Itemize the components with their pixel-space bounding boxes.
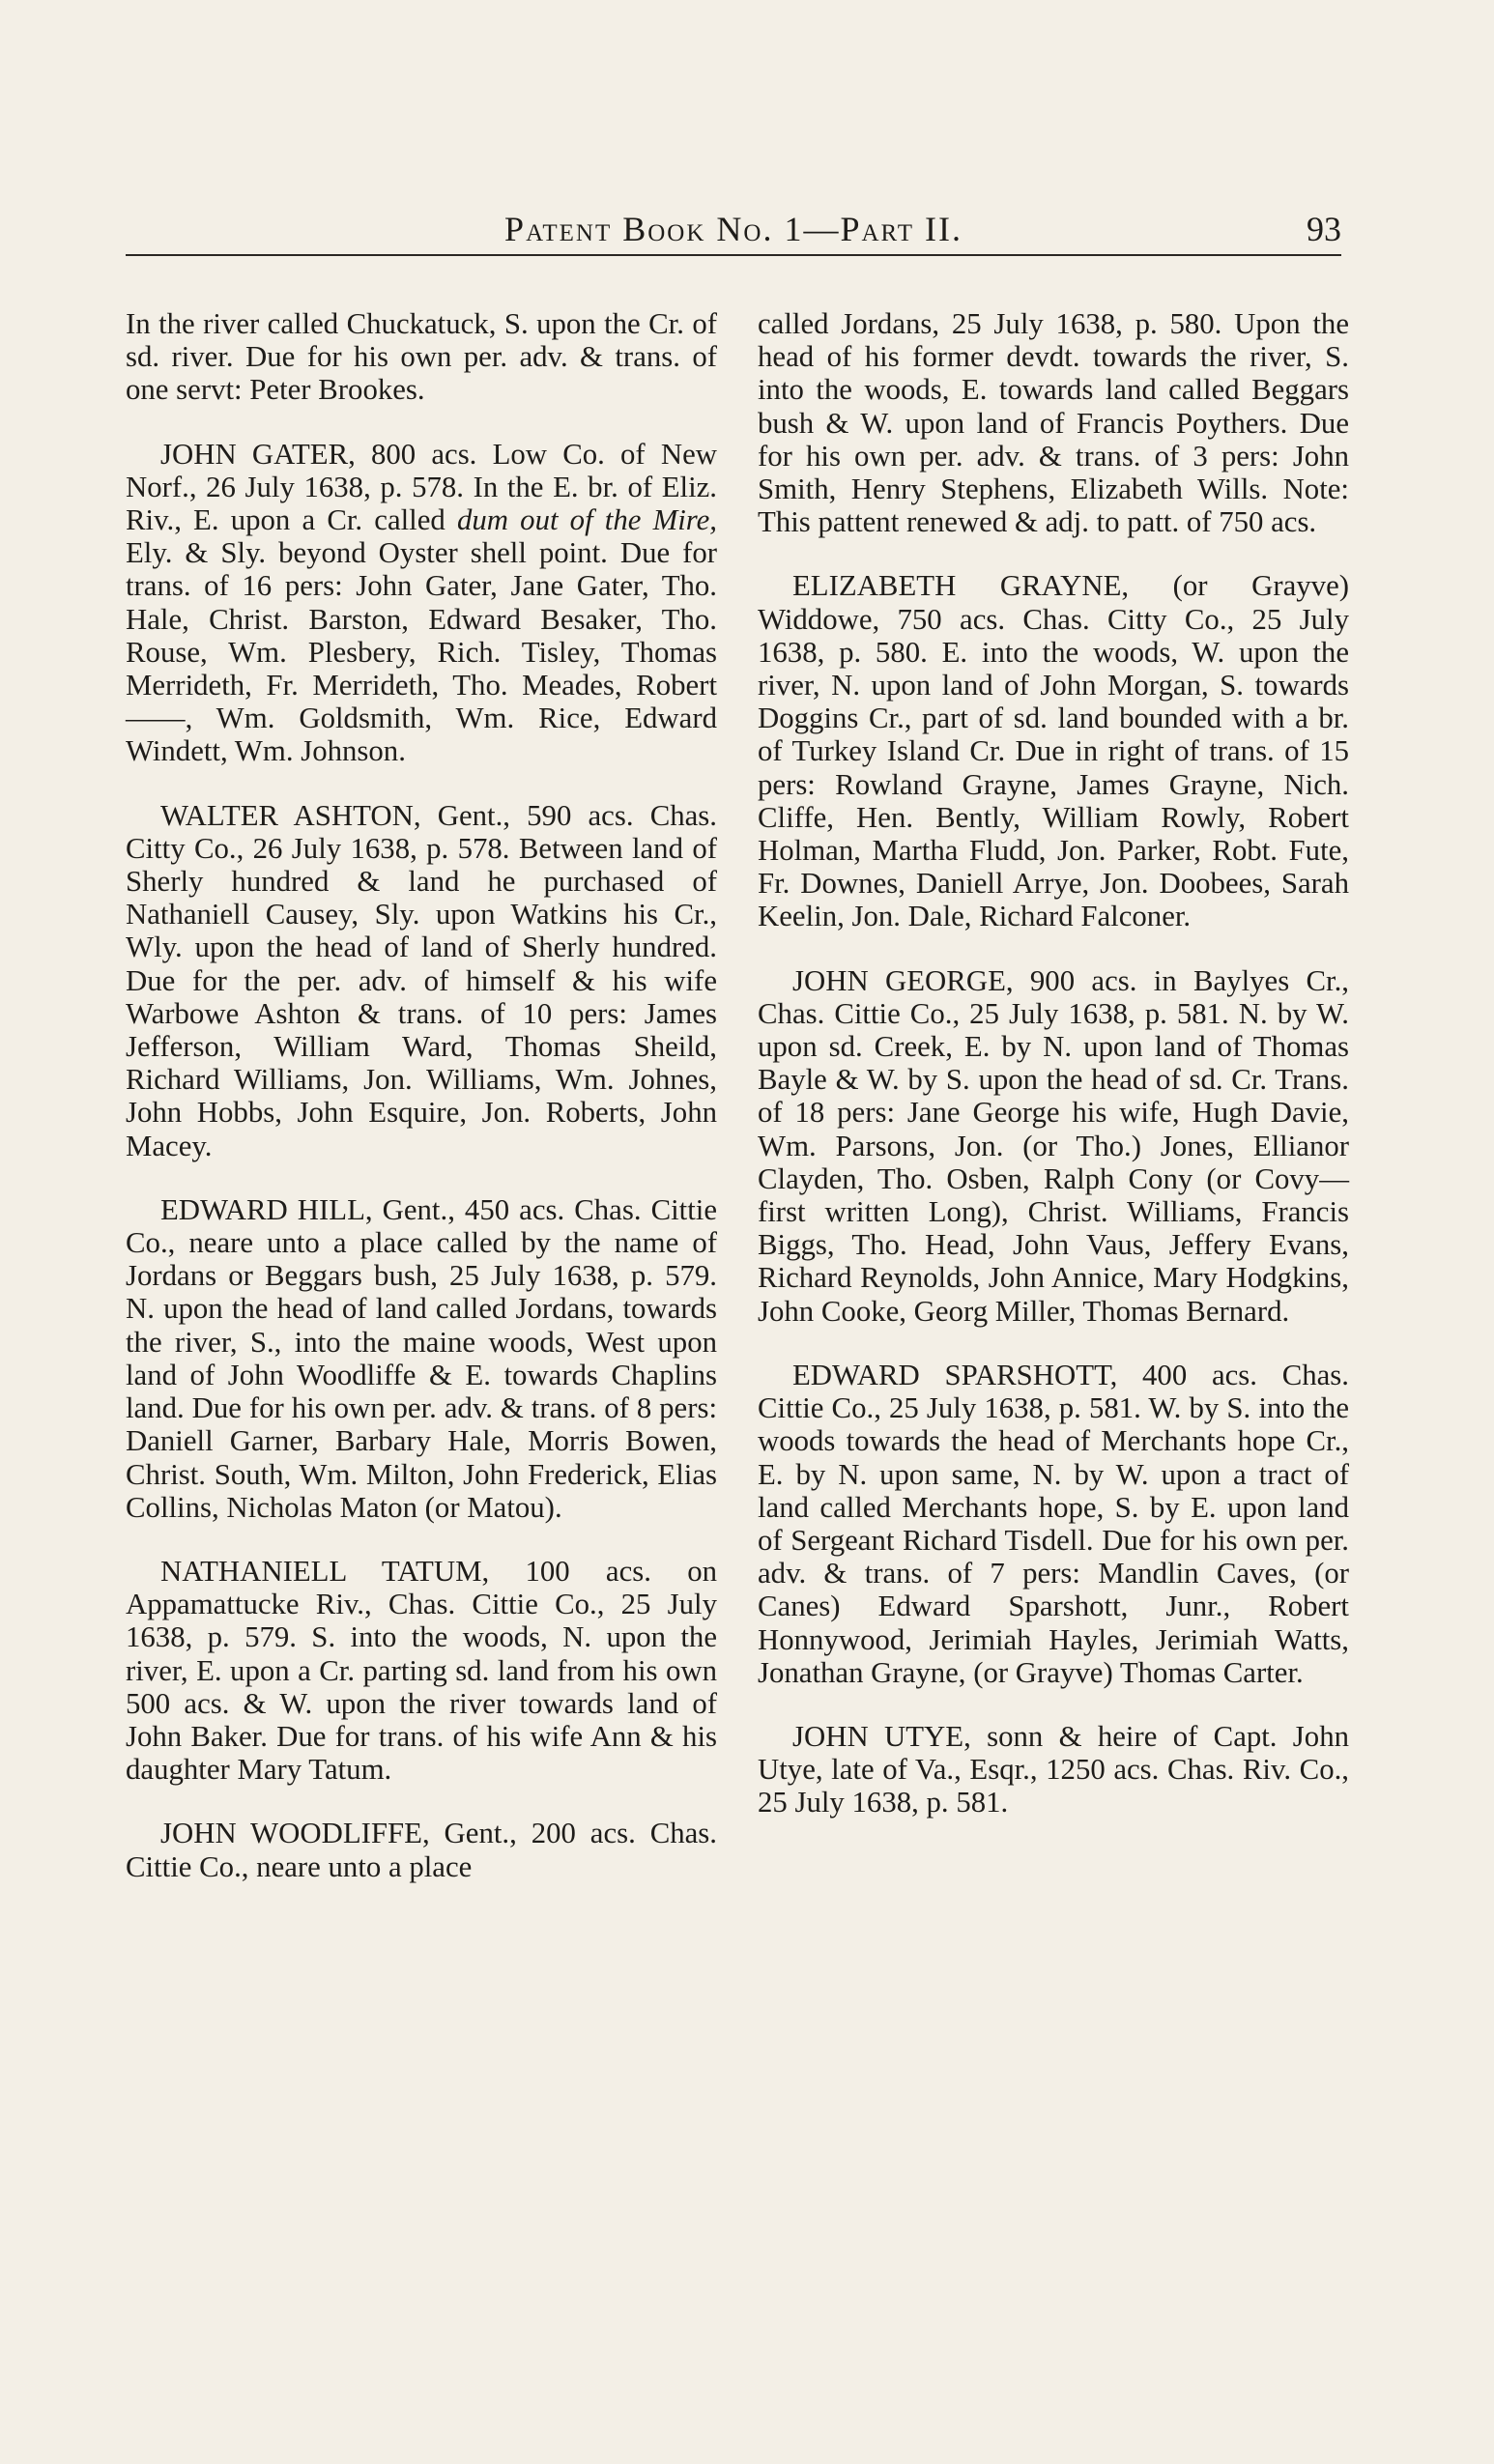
- right-column: [758, 307, 1349, 1850]
- patent-entry-edward-hill: EDWARD HILL, Gent., 450 acs. Chas. Cittie Co., neare unto a place called by the name of Jordans or Beggars bush, 25 July 1638, p. 579. N. upon the head of land called Jordans, towards the river, S., into the maine woods, West upon land of John Woodliffe & E. towards Chaplins land. Due for his own per. adv. & trans. of 8 pers: Daniell Garner, Barbary Hale, Morris Bowen, Christ. South, Wm. Milton, John Frederick, Elias Collins, Nicholas Maton (or Matou).: [126, 1192, 717, 1524]
- entry-text: Ely. & Sly. beyond Oyster shell point. Due for trans. of 16 pers: John Gater, Jane Gater, Tho. Hale, Christ. Barston, Edward Besaker, Tho. Rouse, Wm. Plesbery, Rich. Tisley, Thomas Merrideth, Fr. Merrideth, Tho. Meades, Robert ——, Wm. Goldsmith, Wm. Rice, Edward Windett, Wm. Johnson.: [126, 536, 717, 768]
- patent-entry-edward-sparshott: EDWARD SPARSHOTT, 400 acs. Chas. Cittie Co., 25 July 1638, p. 581. W. by S. into the woods towards the head of Merchants hope Cr., E. by N. upon same, N. by W. upon a tract of land called Merchants hope, S. by E. upon land of Sergeant Richard Tisdell. Due for his own per. adv. & trans. of 7 pers: Mandlin Caves, (or Canes) Edward Sparshott, Junr., Robert Honnywood, Jerimiah Hayles, Jerimiah Watts, Jonathan Grayne, (or Grayve) Thomas Carter.: [758, 1358, 1349, 1689]
- patent-entry-john-gater: [126, 438, 717, 768]
- patent-entry-nathaniell-tatum: NATHANIELL TATUM, 100 acs. on Appamattucke Riv., Chas. Cittie Co., 25 July 1638, p. 579. S. into the woods, N. upon the river, E. upon a Cr. parting sd. land from his own 500 acs. & W. upon the river towards land of John Baker. Due for trans. of his wife Ann & his daughter Mary Tatum.: [126, 1554, 717, 1787]
- running-head: Patent Book No. 1—Part II.: [504, 210, 962, 248]
- patent-entry-continued: In the river called Chuckatuck, S. upon the Cr. of sd. river. Due for his own per. adv. & trans. of one servt: Peter Brookes.: [126, 307, 717, 407]
- patent-entry-john-woodliffe: JOHN WOODLIFFE, Gent., 200 acs. Chas. Cittie Co., neare unto a place: [126, 1817, 717, 1883]
- page-header: [126, 205, 1341, 259]
- page-number: 93: [1307, 210, 1341, 248]
- place-name-italic: dum out of the Mire,: [456, 503, 718, 537]
- entry-text: JOHN GATER, 800 acs. Low Co. of New Norf., 26 July 1638, p. 578. In the E. br. of Eliz. Riv., E. upon a Cr. called: [126, 437, 717, 537]
- patent-entry-john-george: JOHN GEORGE, 900 acs. in Baylyes Cr., Chas. Cittie Co., 25 July 1638, p. 581. N. by W. upon sd. Creek, E. by N. upon land of Thomas Bayle & W. by S. upon the head of sd. Cr. Trans. of 18 pers: Jane George his wife, Hugh Davie, Wm. Parsons, Jon. (or Tho.) Jones, Ellianor Clayden, Tho. Osben, Ralph Cony (or Covy—first written Long), Christ. Williams, Francis Biggs, Tho. Head, John Vaus, Jeffery Evans, Richard Reynolds, John Annice, Mary Hodgkins, John Cooke, Georg Miller, Thomas Bernard.: [758, 963, 1349, 1328]
- patent-entry-elizabeth-grayne: ELIZABETH GRAYNE, (or Grayve) Widdowe, 750 acs. Chas. Citty Co., 25 July 1638, p. 580. E. into the woods, W. upon the river, N. upon land of John Morgan, S. towards Doggins Cr., part of sd. land bounded with a br. of Turkey Island Cr. Due in right of trans. of 15 pers: Rowland Grayne, James Grayne, Nich. Cliffe, Hen. Bently, William Rowly, Robert Holman, Martha Fludd, Jon. Parker, Robt. Fute, Fr. Downes, Daniell Arrye, Jon. Doobees, Sarah Keelin, Jon. Dale, Richard Falconer.: [758, 569, 1349, 933]
- patent-entry-continued: called Jordans, 25 July 1638, p. 580. Upon the head of his former devdt. towards the river, S. into the woods, E. towards land called Beggars bush & W. upon land of Francis Poythers. Due for his own per. adv. & trans. of 3 pers: John Smith, Henry Stephens, Elizabeth Wills. Note: This pattent renewed & adj. to patt. of 750 acs.: [758, 307, 1349, 539]
- left-column: [126, 307, 717, 1914]
- header-rule: [126, 254, 1341, 256]
- patent-entry-walter-ashton: WALTER ASHTON, Gent., 590 acs. Chas. Citty Co., 26 July 1638, p. 578. Between land of Sherly hundred & land he purchased of Nathaniell Causey, Sly. upon Watkins his Cr., Wly. upon the head of land of Sherly hundred. Due for the per. adv. of himself & his wife Warbowe Ashton & trans. of 10 pers: James Jefferson, William Ward, Thomas Sheild, Richard Williams, Jon. Williams, Wm. Johnes, John Hobbs, John Esquire, Jon. Roberts, John Macey.: [126, 798, 717, 1162]
- patent-entry-john-utye: JOHN UTYE, sonn & heire of Capt. John Utye, late of Va., Esqr., 1250 acs. Chas. Riv. Co., 25 July 1638, p. 581.: [758, 1719, 1349, 1819]
